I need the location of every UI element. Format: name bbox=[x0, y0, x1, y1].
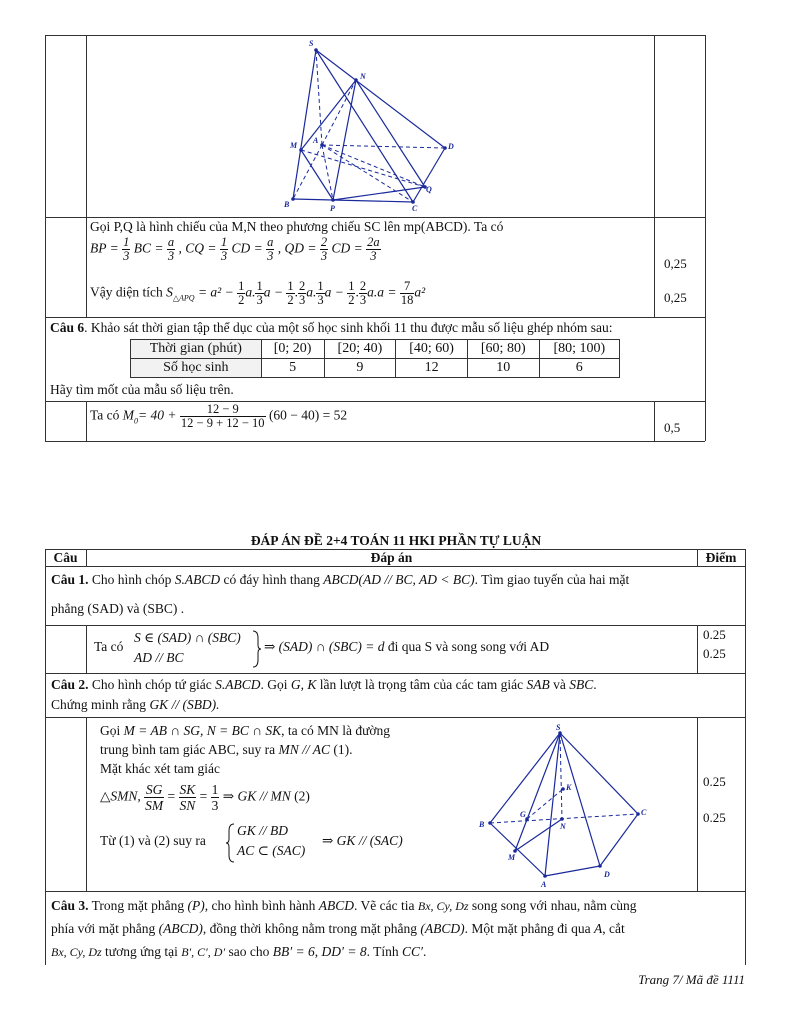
table-cell: 6 bbox=[539, 359, 619, 378]
cau6-answer: Ta có $M_0= 40$ + $\frac{12 - 9}{12 - 9 + 12 - 10}$ (60 − 40) = 52 bbox=[90, 402, 348, 430]
table-header-cell: [0; 20) bbox=[261, 340, 324, 359]
fig2-label-m: M bbox=[508, 853, 516, 862]
edge-sd bbox=[316, 50, 445, 148]
fig1-label-q: Q bbox=[426, 185, 432, 194]
score-cau1-1: 0.25 bbox=[703, 627, 726, 642]
cau3-question-line3: Bx, Cy, Dz tương ứng tại B′, C′, D′ sao cho BB′ = 6, DD′ = 8. Tính CC′. bbox=[51, 944, 427, 959]
table-header-cell: [80; 100) bbox=[539, 340, 619, 359]
pyramid-figure-2 bbox=[476, 720, 656, 890]
cau1-question-line2: phẳng (SAD) và (SBC) . bbox=[51, 601, 185, 616]
edge-nq bbox=[356, 80, 425, 187]
edge-bc bbox=[293, 199, 413, 202]
table-cell: 5 bbox=[261, 359, 324, 378]
fig2-label-g: G bbox=[520, 810, 526, 819]
fig2-label-a: A bbox=[541, 880, 547, 889]
score-cau6: 0,5 bbox=[664, 420, 681, 435]
fig1-label-p: P bbox=[330, 204, 335, 213]
edge-pq bbox=[333, 187, 425, 200]
score-cau2-1: 0.25 bbox=[703, 774, 726, 789]
cau5-length-equations: BP = $\frac{1}{3}$ BC = $\frac{a}{3}$ , CQ = $\frac{1}{3}$ CD = $\frac{a}{3}$ , QD = $\frac{2}{3}$ CD = $\frac{2a}{3}$ bbox=[90, 235, 380, 263]
hidden-an bbox=[322, 80, 356, 145]
table-header-cell: [20; 40) bbox=[324, 340, 396, 359]
header-diem: Điểm bbox=[705, 550, 737, 565]
score-cau2-2: 0.25 bbox=[703, 810, 726, 825]
fig1-label-d: D bbox=[448, 142, 454, 151]
cau6-question: Câu 6. Khảo sát thời gian tập thể dục của một số học sinh khối 11 thu được mẫu số liệu ghép nhóm sau: bbox=[50, 320, 613, 335]
table-cell: 12 bbox=[396, 359, 468, 378]
table-header-cell: [40; 60) bbox=[396, 340, 468, 359]
table-row bbox=[131, 359, 620, 378]
cau6-task: Hãy tìm mốt của mẫu số liệu trên. bbox=[50, 382, 234, 397]
table-cell: Số học sinh bbox=[131, 359, 262, 378]
cau2-question-line2: Chứng minh rằng GK // (SBD). bbox=[51, 697, 220, 712]
cau2-answer: Gọi M = AB ∩ SG, N = BC ∩ SK, ta có MN là đường trung bình tam giác ABC, suy ra MN // AC (1). Mặt khác xét tam giác △SMN, $\frac{SG}{SM}$ = $\frac{SK}{SN}$ = $\frac{1}{3}$ ⇒ GK // MN (2) bbox=[100, 723, 391, 813]
fig2-label-s: S bbox=[556, 723, 561, 732]
fig1-label-m: M bbox=[290, 141, 298, 150]
hidden-ac bbox=[322, 145, 413, 202]
fig2-label-k: K bbox=[566, 783, 572, 792]
right-brace-icon bbox=[252, 630, 262, 668]
cau3-question-line2: phía với mặt phẳng (ABCD), đồng thời không nằm trong mặt phẳng (ABCD). Một mặt phẳng đi qua A, cắt bbox=[51, 921, 625, 936]
cau3-question: Câu 3. Trong mặt phẳng (P), cho hình bình hành ABCD. Vẽ các tia Bx, Cy, Dz song song với nhau, nằm cùng bbox=[51, 898, 637, 913]
pyramid-figure-1 bbox=[270, 36, 470, 216]
cau2-question: Câu 2. Cho hình chóp tứ giác S.ABCD. Gọi G, K lần lượt là trọng tâm của các tam giác SAB và SBC. bbox=[51, 677, 597, 692]
fig2-label-d: D bbox=[604, 870, 610, 879]
table-header-cell: Thời gian (phút) bbox=[131, 340, 262, 359]
score-cau5-1: 0,25 bbox=[664, 256, 687, 271]
fig1-label-s: S bbox=[309, 39, 314, 48]
header-dapan: Đáp án bbox=[370, 550, 413, 565]
table-header-cell: [60; 80) bbox=[467, 340, 539, 359]
edge-np bbox=[333, 80, 356, 200]
hidden-sc-proj bbox=[301, 150, 425, 187]
fig2-label-c: C bbox=[641, 808, 647, 817]
table-cell: 10 bbox=[467, 359, 539, 378]
score-cau1-2: 0.25 bbox=[703, 646, 726, 661]
hidden-ad bbox=[322, 145, 445, 148]
cau5-area-equation: Vậy diện tích $S_{\triangle APQ} = a^2$ − $\frac{1}{2}$ a. $\frac{1}{3}$ a − $\frac{1}{2}$ . $\frac{2}{3}$ a. $\frac{1}{3}$ a − $\frac{1}{2}$ . $\frac{2}{3}$ a.a = $\frac{7}{18}$ a² bbox=[90, 279, 426, 307]
page-footer: Trang 7/ Mã đề 1111 bbox=[638, 972, 745, 987]
fig1-label-n: N bbox=[360, 72, 366, 81]
fig1-label-c: C bbox=[412, 204, 418, 213]
score-cau5-2: 0,25 bbox=[664, 290, 687, 305]
cau5-projection-text: Gọi P,Q là hình chiếu của M,N theo phương chiếu SC lên mp(ABCD). Ta có bbox=[90, 219, 504, 234]
section-title: ĐÁP ÁN ĐỀ 2+4 TOÁN 11 HKI PHẦN TỰ LUẬN bbox=[250, 533, 542, 548]
hidden-aq bbox=[322, 145, 425, 187]
cau1-question: Câu 1. Cho hình chóp S.ABCD có đáy hình thang ABCD(AD // BC, AD < BC). Tìm giao tuyến của hai mặt bbox=[51, 572, 630, 587]
fig2-label-n: N bbox=[560, 822, 566, 831]
header-cau: Câu bbox=[53, 550, 78, 565]
fig1-label-b: B bbox=[284, 200, 290, 209]
fig2-label-b: B bbox=[479, 820, 485, 829]
hidden-sa bbox=[316, 50, 322, 145]
frequency-table bbox=[130, 339, 620, 378]
left-brace-icon bbox=[225, 823, 235, 863]
table-cell: 9 bbox=[324, 359, 396, 378]
fig1-label-a: A bbox=[313, 136, 319, 145]
table-row bbox=[131, 340, 620, 359]
